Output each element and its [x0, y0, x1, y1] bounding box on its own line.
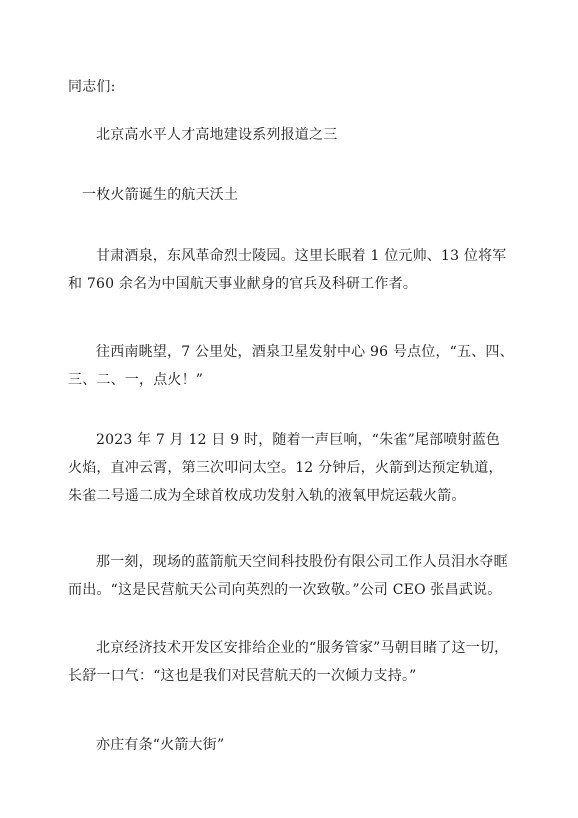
- greeting: 同志们:: [68, 79, 116, 95]
- paragraph-1: 甘肃酒泉，东风革命烈士陵园。这里长眠着 1 位元帅、13 位将军和 760 余名为中国航天事业献身的官兵及科研工作者。: [68, 248, 507, 292]
- paragraph-3: 2023 年 7 月 12 日 9 时，随着一声巨响，“朱雀”尾部喷射蓝色火焰，直冲云霄，第三次叩问太空。12 分钟后，火箭到达预定轨道，朱雀二号遥二成为全球首枚成功发射入轨的液氧甲烷运载火箭。: [68, 432, 503, 504]
- section-heading: 亦庄有条“火箭大街”: [96, 737, 225, 753]
- paragraph-5: 北京经济技术开发区安排给企业的“服务管家”马朝目睹了这一切，长舒一口气：“这也是我们对民营航天的一次倾力支持。”: [68, 640, 509, 684]
- series-title: 北京高水平人才高地建设系列报道之三: [96, 127, 338, 143]
- paragraph-2: 往西南眺望，7 公里处，酒泉卫星发射中心 96 号点位，“五、四、三、二、一，点火！”: [68, 344, 514, 388]
- paragraph-4: 那一刻，现场的蓝箭航天空间科技股份有限公司工作人员泪水夺眶而出。“这是民营航天公司向英烈的一次致敬。”公司 CEO 张昌武说。: [68, 554, 508, 598]
- article-subtitle: 一枚火箭诞生的航天沃土: [82, 187, 239, 203]
